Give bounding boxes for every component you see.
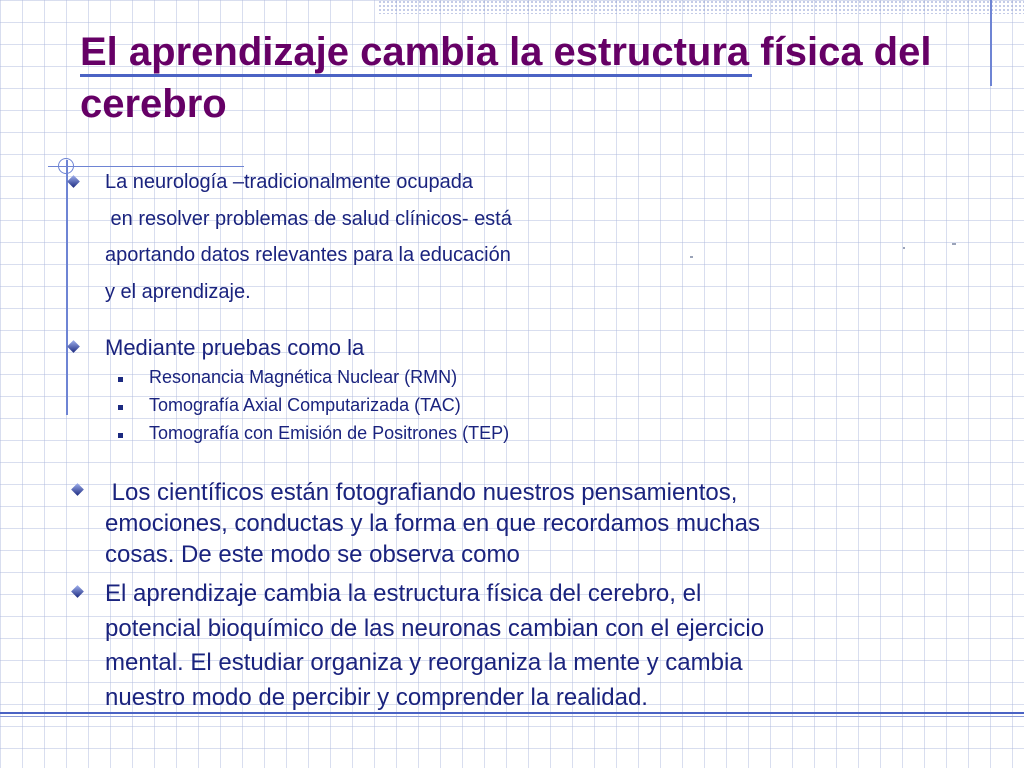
text-line: potencial bioquímico de las neuronas cambian con el ejercicio xyxy=(105,614,765,642)
decorative-vertical-rule-right xyxy=(990,0,992,86)
text-line: en resolver problemas de salud clínicos- está xyxy=(105,207,512,230)
bottom-rule-thin xyxy=(0,716,1024,717)
square-bullet-icon xyxy=(118,433,123,438)
decorative-speck xyxy=(690,256,693,258)
bullet-paragraph-aprendizaje xyxy=(105,577,764,715)
bullet-paragraph-neurologia xyxy=(105,164,512,310)
bullet-paragraph-cientificos xyxy=(105,477,760,570)
sub-item-tac: Tomografía Axial Computarizada (TAC) xyxy=(149,395,461,415)
text-line: y el aprendizaje. xyxy=(105,280,251,303)
decorative-speck xyxy=(903,247,905,249)
decorative-vertical-rule-left xyxy=(66,160,68,415)
bullet-mediante-pruebas: Mediante pruebas como la xyxy=(105,335,365,360)
sub-item-rmn: Resonancia Magnética Nuclear (RMN) xyxy=(149,367,458,387)
decorative-speck xyxy=(952,243,956,245)
text-line: aportando datos relevantes para la educación xyxy=(105,244,511,266)
title-underline-rule xyxy=(80,74,752,77)
text-line: cosas. De este modo se observa como xyxy=(105,541,520,568)
square-bullet-icon xyxy=(118,377,123,382)
decorative-circle xyxy=(58,158,74,174)
sub-item-tep: Tomografía con Emisión de Positrones (TEP) xyxy=(149,423,510,443)
diamond-bullet-icon xyxy=(67,340,80,353)
decorative-dot-pattern xyxy=(378,0,1024,14)
text-line: emociones, conductas y la forma en que recordamos muchas xyxy=(105,510,760,537)
text-line: mental. El estudiar organiza y reorganiza la mente y cambia xyxy=(105,649,743,676)
text-line: nuestro modo de percibir y comprender la realidad. xyxy=(105,683,648,711)
slide-title: El aprendizaje cambia la estructura física del cerebro xyxy=(80,30,932,126)
diamond-bullet-icon xyxy=(71,483,84,496)
text-line: El aprendizaje cambia la estructura física del cerebro, el xyxy=(105,580,702,607)
diamond-bullet-icon xyxy=(71,585,84,598)
diamond-bullet-icon xyxy=(67,175,80,188)
text-line: Los científicos están fotografiando nuestros pensamientos, xyxy=(105,479,738,506)
bottom-rule xyxy=(0,712,1024,714)
text-line: La neurología –tradicionalmente ocupada xyxy=(105,171,474,193)
square-bullet-icon xyxy=(118,405,123,410)
